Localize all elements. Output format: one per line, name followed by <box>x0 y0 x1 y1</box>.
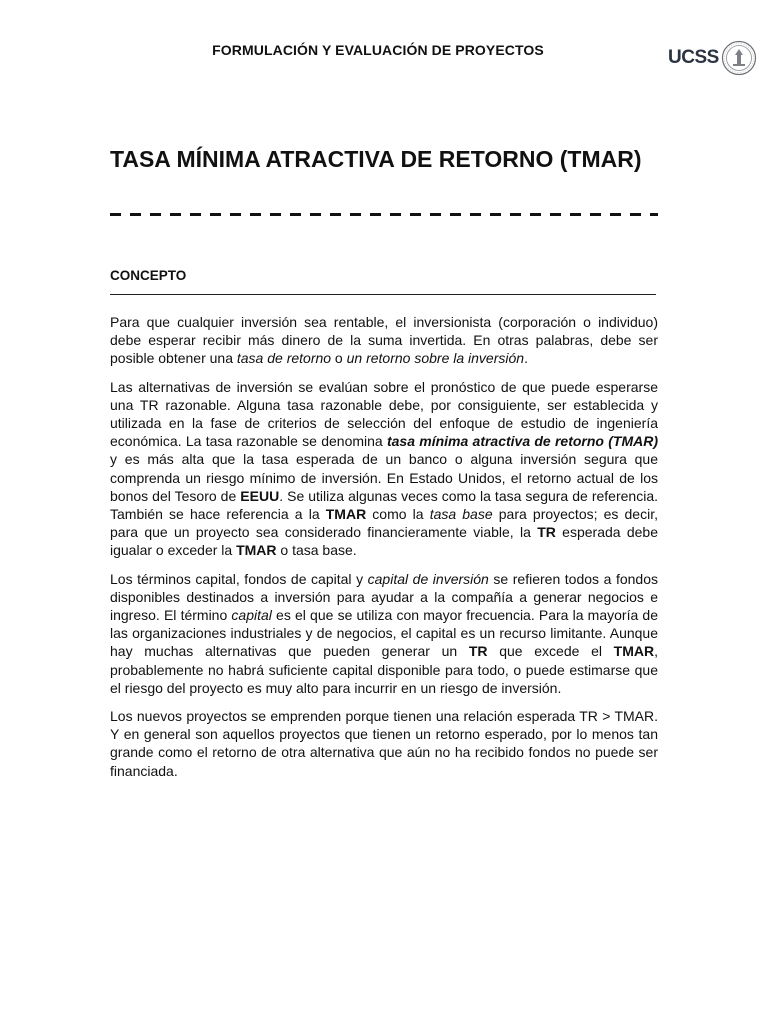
ucss-logo <box>668 38 760 78</box>
text-run: TR <box>468 643 488 660</box>
text-run: . Se utiliza algunas veces como la tasa segura de referencia. También se hace referencia a la <box>110 487 658 523</box>
text-run: EEUU <box>240 487 280 504</box>
text-run: TMAR <box>325 506 367 523</box>
paragraph <box>110 707 658 780</box>
text-run: esperada debe igualar o exceder la <box>110 524 659 559</box>
section-heading: CONCEPTO <box>110 268 187 283</box>
text-run: se refieren todos a fondos disponibles destinados a inversión para ayudar a la compañía a generar negocios e ingreso. El término <box>110 570 658 624</box>
text-run: capital de inversión <box>367 570 489 587</box>
text-run: . <box>524 350 528 367</box>
text-run: o <box>331 350 347 367</box>
title-dashed-underline <box>110 213 658 216</box>
paragraph <box>110 570 658 697</box>
text-run: capital <box>231 607 272 624</box>
text-run: Las alternativas de inversión se evalúan sobre el pronóstico de que puede esperarse una TR razonable. Alguna tasa razonable debe, por consiguiente, ser establecida y utilizada en la fase de criterios de selección del enfoque de estudio de ingeniería económica. La tasa razonable se denomina <box>110 378 658 450</box>
logo-text: UCSS <box>668 47 719 68</box>
text-run: Para que cualquier inversión sea rentable, el inversionista (corporación o individuo) debe esperar recibir más dinero de la suma invertida. En otras palabras, debe ser posible obtener una <box>110 314 658 367</box>
text-run: es el que se utiliza con mayor frecuencia. Para la mayoría de las organizaciones industriales y de negocios, el capital es un recurso limitante. Aunque hay muchas alternativas que pueden generar un <box>110 607 658 660</box>
text-run: TMAR <box>236 542 277 559</box>
paragraph <box>110 313 658 368</box>
text-run: para proyectos; es decir, para que un proyecto sea considerado financieramente viable, la <box>110 506 658 541</box>
text-run: , probablemente no habrá suficiente capital disponible para todo, o puede estimarse que el riesgo del proyecto es muy alto para incurrir en un riesgo de inversión. <box>110 643 658 696</box>
text-run: TMAR <box>613 643 655 660</box>
text-run: tasa mínima atractiva de retorno (TMAR) <box>386 433 659 450</box>
text-run: tasa de retorno <box>236 350 332 367</box>
paragraph <box>110 378 658 560</box>
university-seal-icon <box>721 40 757 76</box>
body-text <box>110 313 658 780</box>
text-run: un retorno sobre la inversión <box>346 350 525 367</box>
text-run: TR <box>537 524 556 541</box>
text-run: y es más alta que la tasa esperada de un banco o alguna inversión segura que comprenda un riesgo mínimo de inversión. En Estado Unidos, el retorno actual de los bonos del Tesoro de <box>110 451 658 504</box>
text-run: Los nuevos proyectos se emprenden porque tienen una relación esperada TR > TMAR. Y en general son aquellos proyectos que tienen un retorno esperado, por lo menos tan grande como el retorno de otra alternativa que aún no ha recibido fondos no puede ser financiada. <box>110 708 658 779</box>
text-run: tasa base <box>429 506 493 523</box>
text-run: Los términos capital, fondos de capital y <box>110 570 368 587</box>
section-divider <box>110 294 656 295</box>
text-run: que excede el <box>487 643 614 660</box>
document-title: TASA MÍNIMA ATRACTIVA DE RETORNO (TMAR) <box>110 146 642 172</box>
text-run: como la <box>366 506 430 523</box>
header-title: FORMULACIÓN Y EVALUACIÓN DE PROYECTOS <box>212 42 544 58</box>
text-run: o tasa base. <box>276 542 357 559</box>
